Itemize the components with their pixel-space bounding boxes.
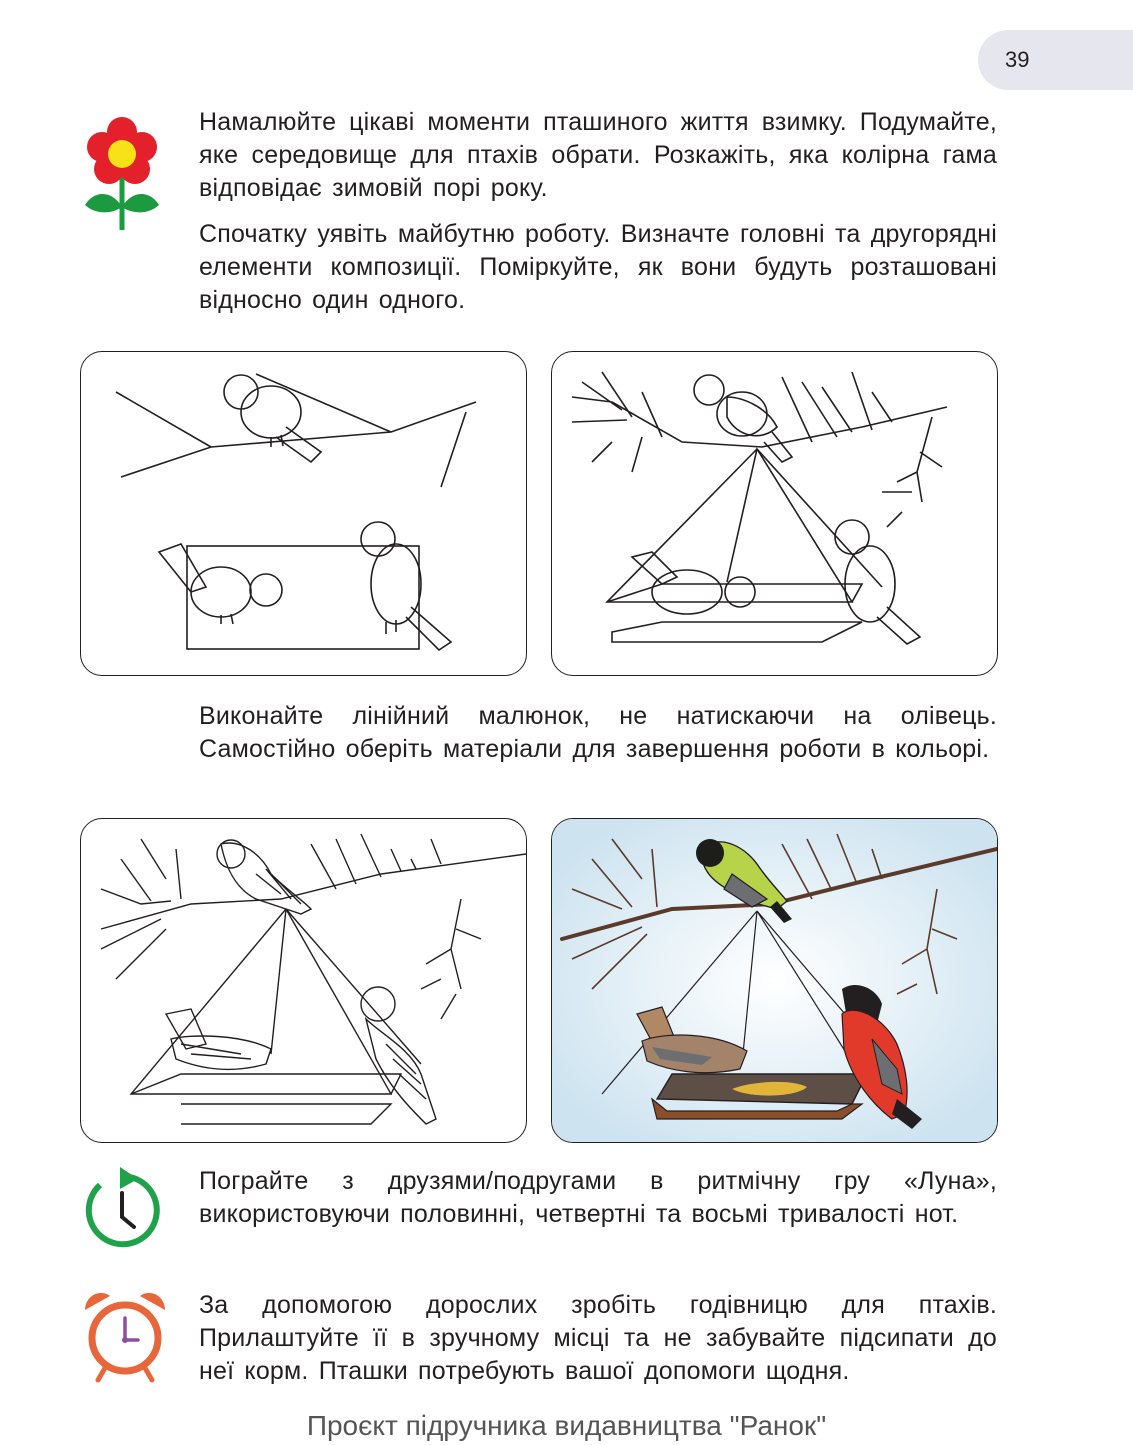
flower-icon [82, 112, 162, 232]
timer-icon [82, 1165, 162, 1255]
paragraph-2: Спочатку уявіть майбутню роботу. Визначте головні та другорядні елементи композиції. Поміркуйте, як вони будуть розташовані відносно один одного. [199, 220, 997, 314]
colored-drawing-panel [551, 818, 998, 1143]
line-drawing-panel [80, 818, 527, 1143]
footer-text: Проєкт підручника видавництва "Ранок" [306, 1410, 827, 1441]
paragraph-1: Намалюйте цікаві моменти пташиного життя взимку. Подумайте, яке середовище для птахів обрати. Розкажіть, яка колірна гама відповідає зимовій порі року. [199, 108, 997, 202]
page-number: 39 [1005, 47, 1030, 72]
page-number-tab [978, 30, 1133, 90]
paragraph-4: Пограйте з друзями/подругами в ритмічну гру «Луна», використовуючи половинні, четвертні та восьмі тривалості нот. [199, 1167, 997, 1228]
drawing-step-2-panel [551, 351, 998, 676]
drawing-step-1-panel [80, 351, 527, 676]
paragraph-5: За допомогою дорослих зробіть годівницю для птахів. Прилаштуйте її в зручному місці та не забувайте підсипати до неї корм. Пташки потребують вашої допомоги щодня. [199, 1291, 997, 1385]
alarm-clock-icon [80, 1288, 170, 1383]
paragraph-3: Виконайте лінійний малюнок, не натискаючи на олівець. Самостійно оберіть матеріали для завершення роботи в кольорі. [199, 702, 997, 763]
